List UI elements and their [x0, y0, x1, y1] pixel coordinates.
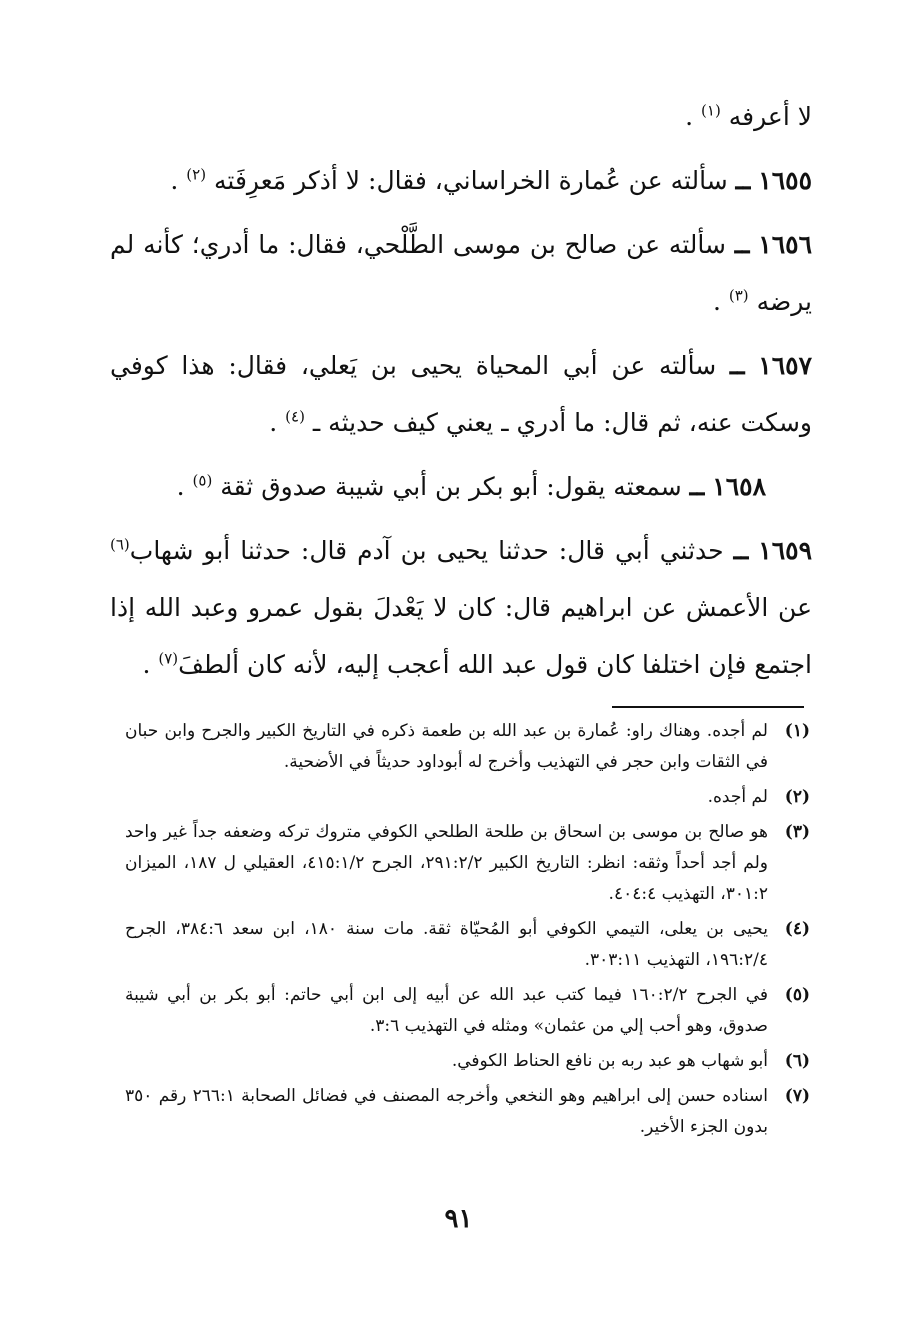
footnote-4 — [125, 914, 810, 976]
paragraph-text: سألته عن عُمارة الخراساني، فقال: لا أذكر مَعرِفَته — [214, 166, 728, 195]
narration-number: ١٦٥٥ — [758, 166, 812, 195]
footnote-number: (٤) — [784, 919, 810, 939]
footnote-divider — [612, 706, 804, 708]
footnote-7 — [125, 1081, 810, 1143]
narration-number: ١٦٥٨ — [712, 472, 766, 501]
footnote-ref: (٢) — [186, 165, 207, 184]
page-number: ٩١ — [444, 1204, 473, 1234]
footnote-number: (٧) — [784, 1086, 810, 1106]
footnote-text: في الجرح ١٦٠:٢/٢ فيما كتب عبد الله عن أبيه إلى ابن أبي حاتم: أبو بكر بن أبي شيبة صدوق، وهو أحب إلي من عثمان» ومثله في التهذيب ٣:٦. — [125, 985, 768, 1036]
footnote-ref: (٧) — [158, 649, 179, 668]
footnote-ref: (١) — [701, 101, 721, 120]
period: . — [142, 650, 151, 679]
paragraph-text: سألته عن صالح بن موسى الطَّلْحي، فقال: ما أدري؛ كأنه لم يرضه — [110, 230, 812, 316]
footnotes — [125, 716, 810, 1147]
paragraph-0 — [110, 88, 812, 145]
narration-number: ١٦٥٩ — [758, 536, 813, 565]
paragraph-1658 — [110, 458, 812, 515]
dash: ــ — [734, 230, 750, 259]
footnote-text: لم أجده. — [707, 787, 768, 807]
paragraph-1659 — [110, 522, 812, 693]
main-text — [110, 88, 812, 700]
dash: ــ — [729, 351, 745, 380]
footnote-6 — [125, 1046, 810, 1077]
paragraph-1655 — [110, 152, 812, 209]
paragraph-text: سمعته يقول: أبو بكر بن أبي شيبة صدوق ثقة — [220, 472, 682, 501]
footnote-ref: (٤) — [285, 407, 305, 426]
dash: ــ — [735, 166, 751, 195]
period: . — [685, 102, 694, 131]
footnote-ref: (٦) — [110, 535, 130, 554]
footnote-number: (٣) — [784, 822, 810, 842]
period: . — [712, 287, 721, 316]
dash: ــ — [689, 472, 705, 501]
footnote-ref: (٣) — [728, 286, 749, 305]
footnote-text: أبو شهاب هو عبد ربه بن نافع الحناط الكوفي. — [451, 1051, 768, 1071]
footnote-number: (١) — [784, 721, 810, 741]
footnote-number: (٥) — [784, 985, 810, 1005]
period: . — [170, 166, 179, 195]
footnote-5 — [125, 980, 810, 1042]
footnote-number: (٦) — [784, 1051, 810, 1071]
footnote-ref: (٥) — [192, 471, 213, 490]
paragraph-text: حدثني أبي قال: حدثنا يحيى بن آدم قال: حدثنا أبو شهاب — [129, 536, 724, 565]
footnote-number: (٢) — [784, 787, 810, 807]
narration-number: ١٦٥٦ — [758, 230, 812, 259]
dash: ــ — [733, 536, 749, 565]
paragraph-text: لا أعرفه — [728, 102, 812, 131]
paragraph-1657 — [110, 337, 812, 451]
period: . — [176, 472, 185, 501]
footnote-3 — [125, 817, 810, 910]
narration-number: ١٦٥٧ — [758, 351, 812, 380]
period: . — [269, 408, 278, 437]
footnote-text: يحيى بن يعلى، التيمي الكوفي أبو المُحيّاة ثقة. مات سنة ١٨٠، ابن سعد ٣٨٤:٦، الجرح ١٩٦:٢/٤، التهذيب ٣٠٣:١١. — [125, 919, 769, 970]
footnote-2 — [125, 782, 810, 813]
footnote-text: اسناده حسن إلى ابراهيم وهو النخعي وأخرجه المصنف في فضائل الصحابة ٢٦٦:١ رقم ٣٥٠ بدون الجزء الأخير. — [125, 1086, 768, 1137]
footnote-text: هو صالح بن موسى بن اسحاق بن طلحة الطلحي الكوفي متروك تركه وضعفه جداً غير واحد ولم أجد أحداً وثقه: انظر: التاريخ الكبير ٢٩١:٢/٢، الجرح ٤١٥:١/٢، العقيلي ل ١٨٧، الميزان ٣٠١:٢، التهذيب ٤٠٤:٤. — [125, 822, 769, 904]
paragraph-text: سألته عن أبي المحياة يحيى بن يَعلي، فقال: هذا كوفي وسكت عنه، ثم قال: ما أدري ـ يعني كيف حديثه ـ — [110, 351, 812, 437]
footnote-text: لم أجده. وهناك راو: عُمارة بن عبد الله بن طعمة ذكره في التاريخ الكبير والجرح وابن حبان في الثقات وابن حجر في التهذيب وأخرج له أبوداود حديثاً في الأضحية. — [125, 721, 768, 772]
paragraph-text: عن الأعمش عن ابراهيم قال: كان لا يَعْدلَ بقول عمرو وعبد الله إذا اجتمع فإن اختلفا كان قول عبد الله أعجب إليه، لأنه كان ألطفَ — [110, 593, 812, 679]
paragraph-1656 — [110, 216, 812, 330]
footnote-1 — [125, 716, 810, 778]
